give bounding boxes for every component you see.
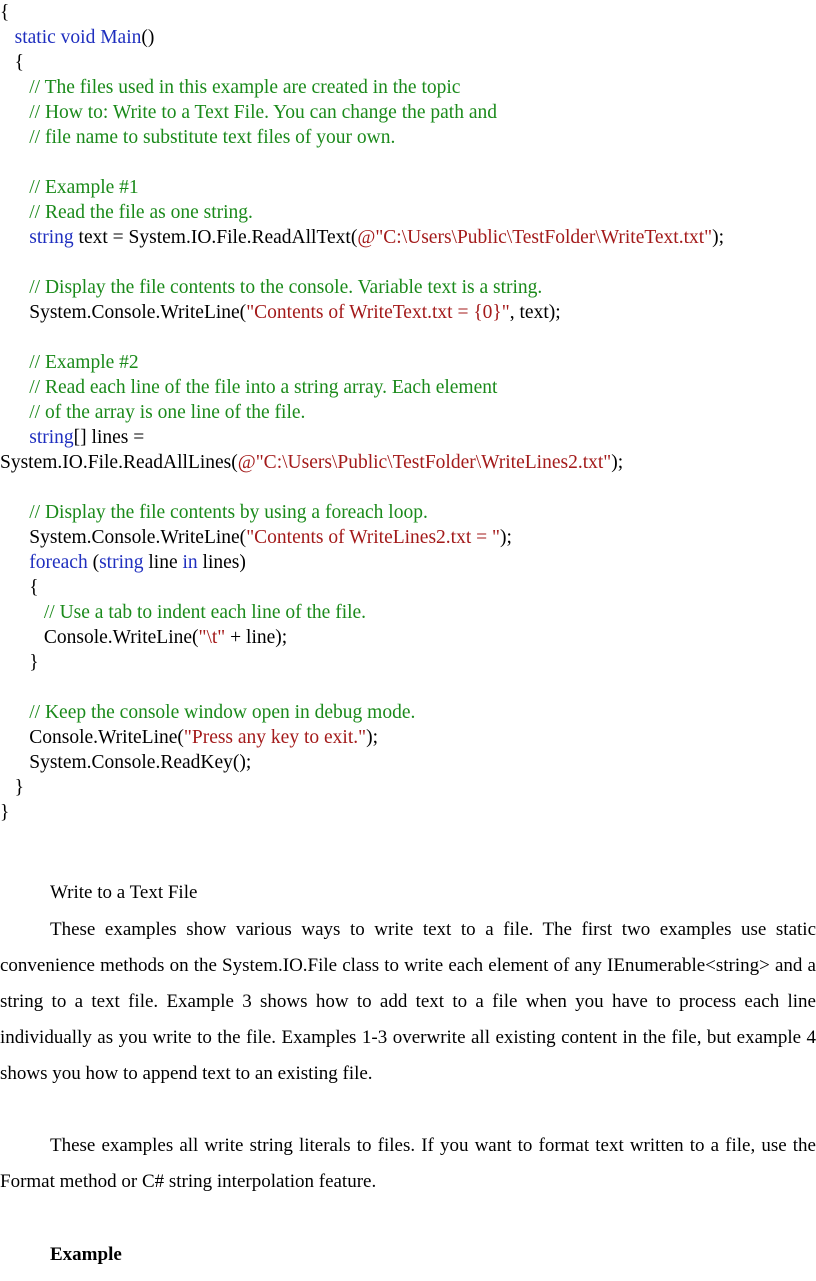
- code-token: [0, 552, 29, 573]
- code-line: [0, 375, 497, 400]
- code-token: System.Console.WriteLine(: [0, 302, 247, 323]
- code-token: (: [87, 552, 100, 573]
- code-line: [0, 25, 154, 50]
- code-token: System.Console.WriteLine(: [0, 527, 247, 548]
- code-line: [0, 450, 623, 475]
- section-heading: Write to a Text File: [50, 882, 198, 903]
- code-line: [0, 300, 561, 325]
- code-token: );: [712, 227, 725, 248]
- code-line: [0, 600, 366, 625]
- code-token: System.Console.ReadKey();: [0, 752, 252, 773]
- code-line: [0, 75, 460, 100]
- code-token: // The files used in this example are created in the topic: [29, 77, 461, 98]
- code-line: [0, 725, 378, 750]
- code-token: // Read each line of the file into a string array. Each element: [29, 377, 498, 398]
- code-line: [0, 575, 39, 600]
- code-token: System.IO.File.ReadAllLines(: [0, 452, 238, 473]
- code-token: {: [0, 52, 24, 73]
- code-token: "Contents of WriteLines2.txt = ": [246, 527, 500, 548]
- code-token: foreach: [29, 552, 88, 573]
- code-token: }: [0, 777, 24, 798]
- code-token: [0, 127, 29, 148]
- code-token: [0, 27, 15, 48]
- code-token: static void: [14, 27, 101, 48]
- code-token: + line);: [225, 627, 288, 648]
- code-line: [0, 225, 724, 250]
- code-line: [0, 50, 24, 75]
- code-token: // Keep the console window open in debug mode.: [29, 702, 416, 723]
- code-token: [0, 702, 29, 723]
- code-line: [0, 650, 39, 675]
- code-token: [0, 102, 29, 123]
- code-line: [0, 500, 428, 525]
- code-line: [0, 425, 144, 450]
- code-token: [0, 377, 29, 398]
- code-line: [0, 0, 9, 25]
- code-token: (): [141, 27, 155, 48]
- code-line: [0, 775, 24, 800]
- code-token: Console.WriteLine(: [0, 727, 184, 748]
- code-line: [0, 525, 512, 550]
- code-token: "\t": [198, 627, 226, 648]
- code-token: lines): [197, 552, 246, 573]
- code-line: [0, 350, 139, 375]
- code-token: , text);: [509, 302, 561, 323]
- code-token: // How to: Write to a Text File. You can change the path and: [29, 102, 498, 123]
- code-token: [0, 77, 29, 98]
- code-token: // Example #2: [29, 352, 139, 373]
- code-token: [0, 402, 29, 423]
- code-token: // file name to substitute text files of your own.: [29, 127, 396, 148]
- code-line: [0, 550, 246, 575]
- code-token: "Press any key to exit.": [183, 727, 367, 748]
- code-token: "Contents of WriteText.txt = {0}": [246, 302, 510, 323]
- code-token: string: [29, 227, 74, 248]
- code-token: [0, 602, 44, 623]
- code-token: }: [0, 652, 39, 673]
- code-token: @"C:\Users\Public\TestFolder\WriteLines2.txt": [237, 452, 612, 473]
- code-token: {: [0, 2, 10, 23]
- code-token: [0, 502, 29, 523]
- code-token: // Use a tab to indent each line of the file.: [43, 602, 367, 623]
- code-token: [0, 227, 29, 248]
- code-token: string: [29, 427, 74, 448]
- code-token: in: [182, 552, 198, 573]
- code-token: [] lines =: [73, 427, 145, 448]
- code-token: // of the array is one line of the file.: [29, 402, 306, 423]
- code-line: [0, 750, 251, 775]
- code-token: [0, 352, 29, 373]
- code-token: line: [143, 552, 183, 573]
- code-token: text = System.IO.File.ReadAllText(: [73, 227, 358, 248]
- code-token: [0, 277, 29, 298]
- code-line: [0, 175, 139, 200]
- code-line: [0, 200, 253, 225]
- code-token: // Display the file contents by using a foreach loop.: [29, 502, 428, 523]
- code-token: // Example #1: [29, 177, 139, 198]
- code-line: [0, 400, 305, 425]
- code-line: [0, 625, 287, 650]
- code-token: );: [611, 452, 624, 473]
- code-token: [0, 427, 29, 448]
- code-line: [0, 700, 415, 725]
- code-token: }: [0, 802, 10, 823]
- paragraph-literals: These examples all write string literals to files. If you want to format text written to a file, use the Format method or C# string interpolation feature.: [0, 1135, 816, 1192]
- code-token: @"C:\Users\Public\TestFolder\WriteText.txt": [357, 227, 713, 248]
- code-token: [0, 177, 29, 198]
- code-token: string: [99, 552, 144, 573]
- code-token: );: [366, 727, 378, 748]
- code-token: Main: [100, 27, 142, 48]
- code-token: // Display the file contents to the console. Variable text is a string.: [29, 277, 543, 298]
- paragraph-intro: These examples show various ways to write text to a file. The first two examples use static convenience methods on the System.IO.File class to write each element of any IEnumerable<string> and a string to a text file. Example 3 shows how to add text to a file when you have to process each line individually as you write to the file. Examples 1-3 overwrite all existing content in the file, but example 4 shows you how to append text to an existing file.: [0, 919, 816, 1084]
- code-token: // Read the file as one string.: [29, 202, 253, 223]
- code-line: [0, 275, 542, 300]
- example-heading: Example: [50, 1244, 122, 1265]
- code-line: [0, 100, 497, 125]
- code-line: [0, 800, 9, 825]
- code-token: [0, 202, 29, 223]
- code-token: Console.WriteLine(: [0, 627, 199, 648]
- code-token: );: [499, 527, 512, 548]
- code-line: [0, 125, 395, 150]
- code-token: {: [0, 577, 39, 598]
